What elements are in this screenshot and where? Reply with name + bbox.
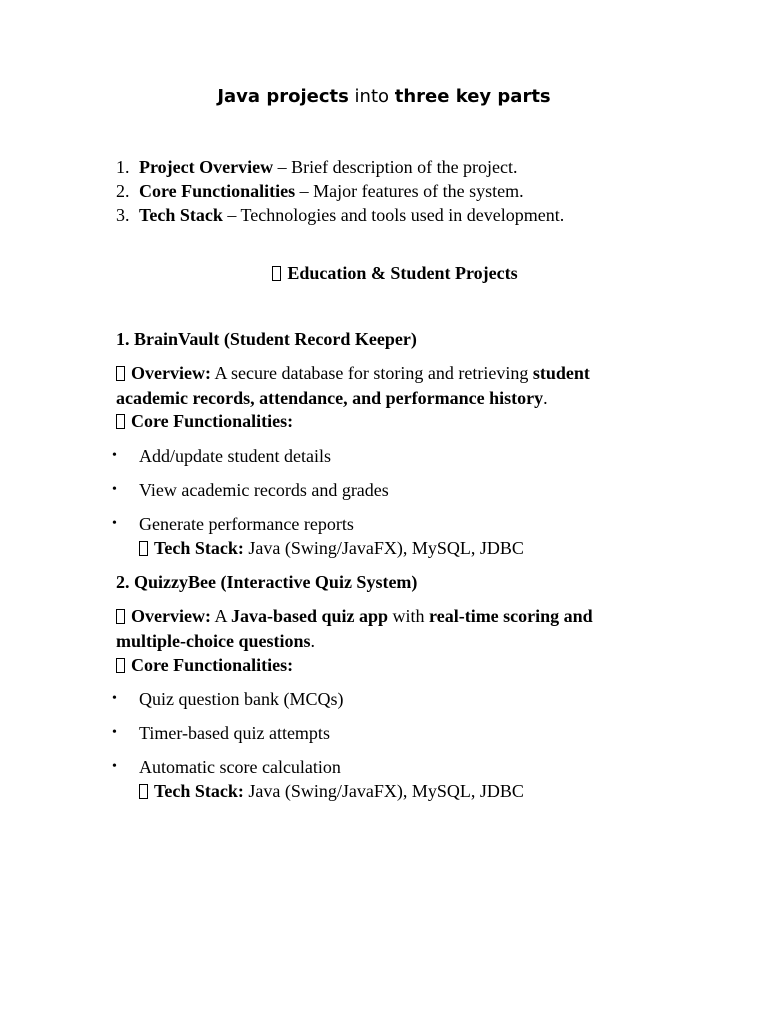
project-2-feature-3: Automatic score calculation (139, 757, 341, 777)
title-bold-2: three key parts (394, 86, 551, 107)
page-title (0, 86, 768, 108)
bullet-icon: • (112, 691, 117, 706)
tech-stack-value: Java (Swing/JavaFX), MySQL, JDBC (243, 781, 524, 801)
tech-stack-label: Tech Stack: (154, 781, 244, 801)
project-1-overview-line-2 (116, 387, 548, 409)
tech-stack-value: Java (Swing/JavaFX), MySQL, JDBC (243, 538, 524, 558)
intro-item-term: Core Functionalities (139, 181, 296, 201)
project-1-feature-1: Add/update student details (139, 446, 331, 466)
overview-text: A (210, 606, 231, 626)
missing-glyph-icon (116, 366, 125, 381)
intro-item-term: Tech Stack (139, 205, 223, 225)
title-plain: into (348, 86, 395, 107)
overview-emphasis: real-time scoring and (429, 606, 593, 626)
overview-emphasis: student (532, 363, 590, 383)
intro-item-number: 3. (116, 205, 130, 225)
project-1-feature-2: View academic records and grades (139, 480, 389, 500)
overview-text: . (543, 388, 548, 408)
bullet-icon: • (112, 725, 117, 740)
core-functionalities-label: Core Functionalities: (131, 411, 294, 431)
intro-item-term: Project Overview (139, 157, 274, 177)
project-2-feature-2: Timer-based quiz attempts (139, 723, 330, 743)
overview-emphasis: Java-based quiz app (230, 606, 389, 626)
overview-text: . (310, 631, 316, 651)
intro-item-3 (116, 204, 564, 226)
bullet-icon: • (112, 759, 117, 774)
title-bold-1: Java projects (217, 86, 349, 107)
missing-glyph-icon (116, 658, 125, 673)
intro-item-number: 2. (116, 181, 130, 201)
core-functionalities-label: Core Functionalities: (131, 655, 294, 675)
intro-item-2 (116, 180, 524, 202)
section-heading (0, 262, 768, 284)
tech-stack-label: Tech Stack: (154, 538, 244, 558)
overview-text: A secure database for storing and retrieving (210, 363, 533, 383)
overview-emphasis: multiple-choice questions (116, 631, 311, 651)
project-1-heading (116, 328, 417, 350)
section-heading-text: Education & Student Projects (287, 263, 518, 283)
intro-item-number: 1. (116, 157, 130, 177)
project-1-overview-line-1 (116, 362, 590, 384)
overview-emphasis: academic records, attendance, and performance history (116, 388, 544, 408)
intro-item-1 (116, 156, 518, 178)
intro-item-desc: – Major features of the system. (295, 181, 524, 201)
intro-item-desc: – Brief description of the project. (273, 157, 518, 177)
project-1-core-label (116, 410, 293, 432)
project-1-tech-stack (139, 537, 524, 559)
missing-glyph-icon (116, 609, 125, 624)
overview-label: Overview: (131, 363, 211, 383)
overview-text: with (388, 606, 430, 626)
missing-glyph-icon (116, 414, 125, 429)
project-1-feature-3: Generate performance reports (139, 514, 354, 534)
missing-glyph-icon (139, 784, 148, 799)
bullet-icon: • (112, 448, 117, 463)
bullet-icon: • (112, 482, 117, 497)
project-2-tech-stack (139, 780, 524, 802)
missing-glyph-icon (272, 266, 281, 281)
project-heading-text: 1. BrainVault (Student Record Keeper) (116, 329, 417, 349)
project-2-feature-1: Quiz question bank (MCQs) (139, 689, 344, 709)
project-2-overview-line-1 (116, 605, 593, 627)
project-2-overview-line-2 (116, 630, 315, 652)
intro-item-desc: – Technologies and tools used in development. (222, 205, 565, 225)
project-2-heading (116, 571, 417, 593)
project-heading-text: 2. QuizzyBee (Interactive Quiz System) (116, 572, 418, 592)
overview-label: Overview: (131, 606, 211, 626)
bullet-icon: • (112, 516, 117, 531)
project-2-core-label (116, 654, 293, 676)
missing-glyph-icon (139, 541, 148, 556)
